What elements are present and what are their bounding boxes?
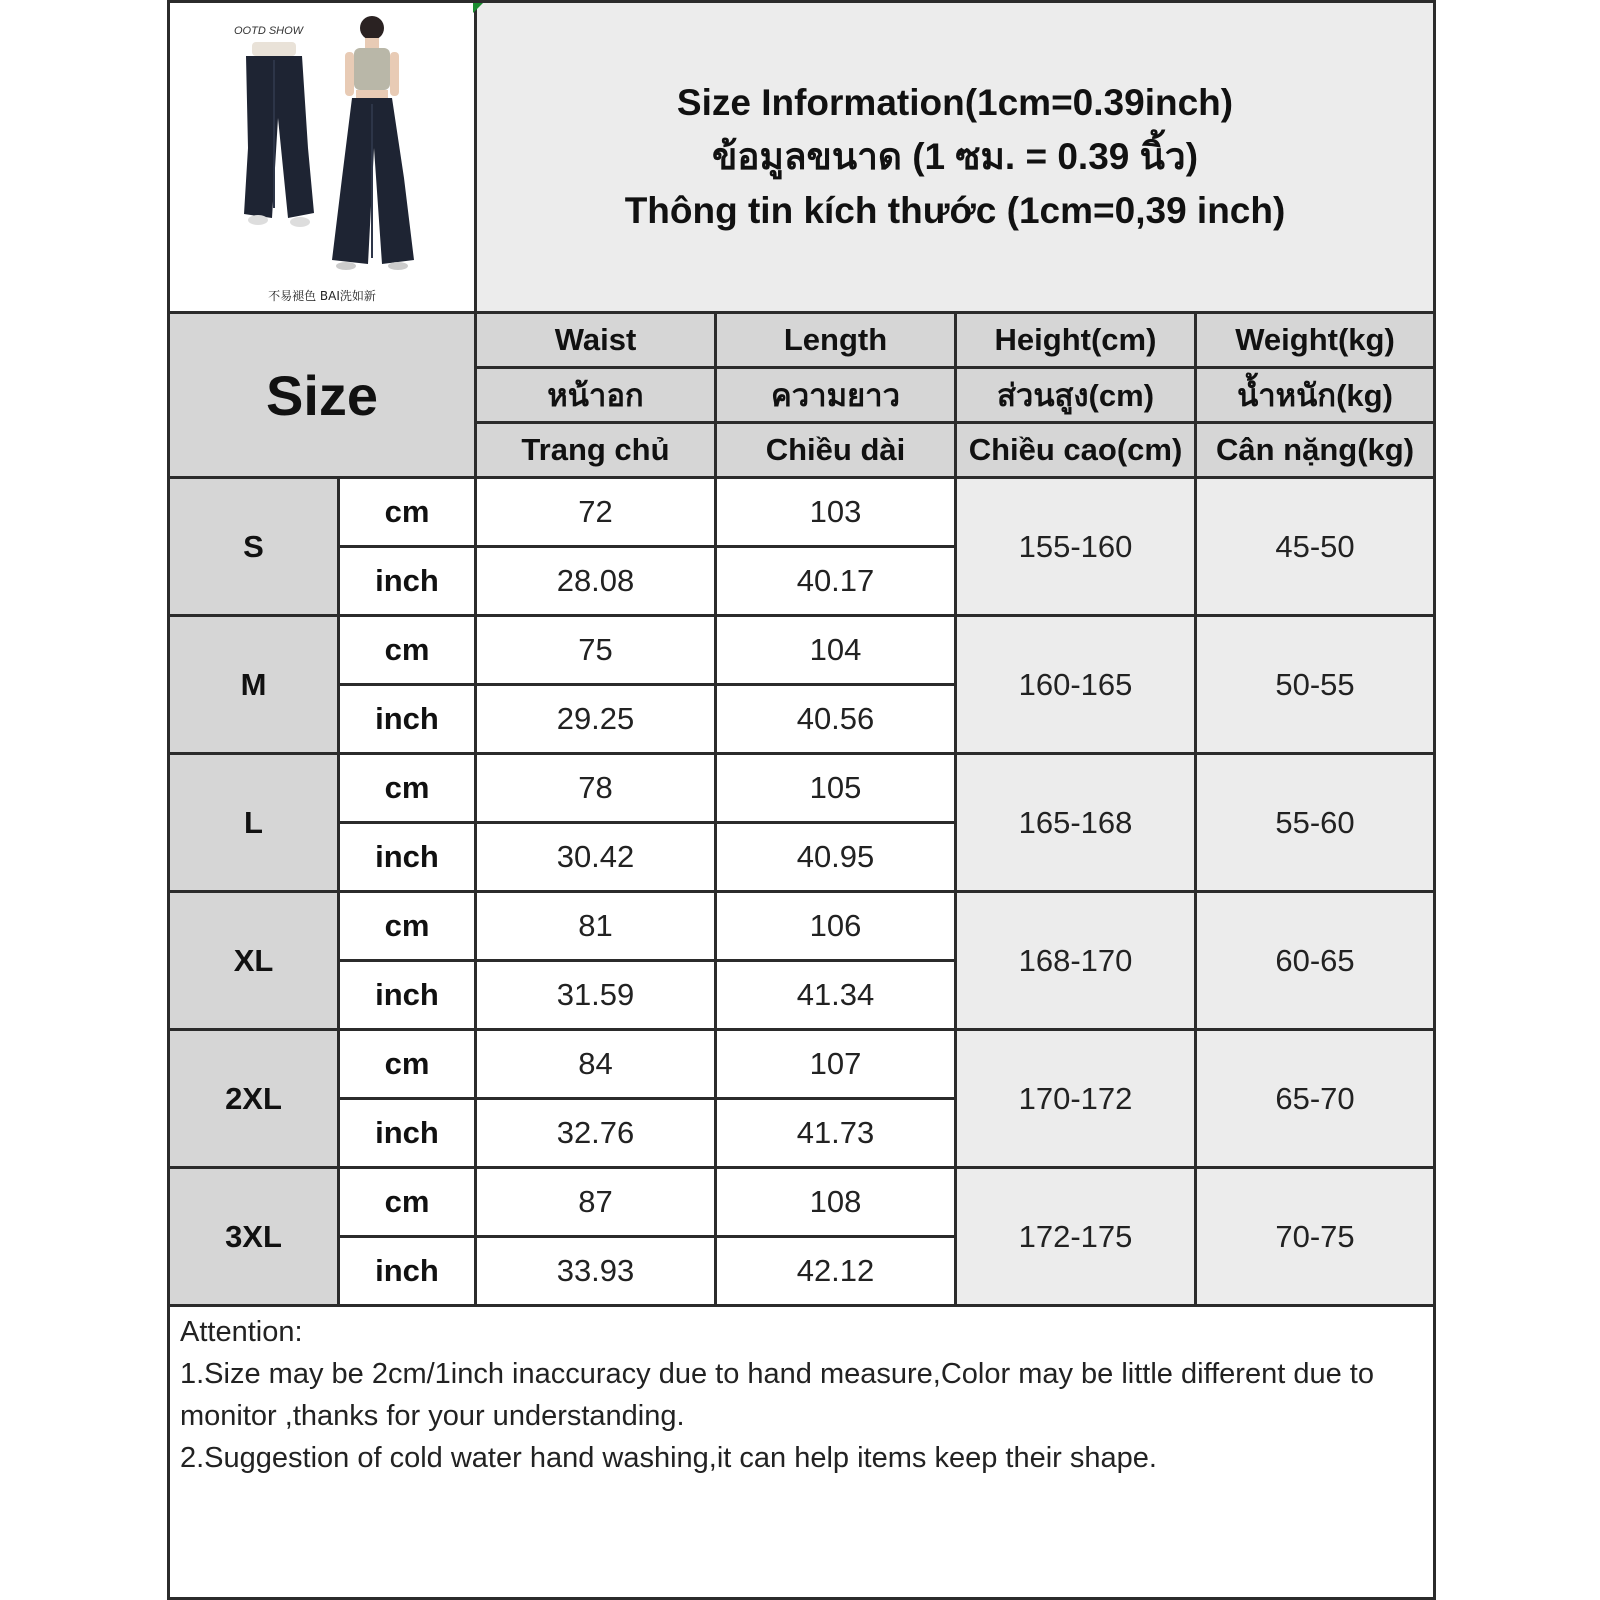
waist-inch-l: 30.42 <box>476 823 716 892</box>
length-inch-3xl: 42.12 <box>716 1237 956 1306</box>
waist-cm-m: 75 <box>476 616 716 685</box>
height-m: 160-165 <box>956 616 1196 754</box>
height-2xl: 170-172 <box>956 1030 1196 1168</box>
size-label-m: M <box>169 616 339 754</box>
title-english: Size Information(1cm=0.39inch) <box>676 82 1234 123</box>
title-cell <box>476 2 1435 313</box>
waist-inch-xl: 31.59 <box>476 961 716 1030</box>
height-xl: 168-170 <box>956 892 1196 1030</box>
length-inch-s: 40.17 <box>716 547 956 616</box>
length-inch-m: 40.56 <box>716 685 956 754</box>
jeans-models-image <box>222 8 422 306</box>
unit-inch: inch <box>339 961 476 1030</box>
size-label-2xl: 2XL <box>169 1030 339 1168</box>
weight-l: 55-60 <box>1196 754 1435 892</box>
unit-cm: cm <box>339 1168 476 1237</box>
size-label-3xl: 3XL <box>169 1168 339 1306</box>
col-header-height-en: Height(cm) <box>956 313 1196 368</box>
col-header-weight-en: Weight(kg) <box>1196 313 1435 368</box>
col-header-weight-th: น้ำหนัก(kg) <box>1196 368 1435 423</box>
col-header-length-en: Length <box>716 313 956 368</box>
size-chart-sheet <box>167 0 1433 1600</box>
unit-cm: cm <box>339 616 476 685</box>
attention-note-2: 2.Suggestion of cold water hand washing,it can help items keep their shape. <box>180 1442 1157 1474</box>
length-inch-l: 40.95 <box>716 823 956 892</box>
waist-cm-3xl: 87 <box>476 1168 716 1237</box>
waist-inch-3xl: 33.93 <box>476 1237 716 1306</box>
unit-inch: inch <box>339 1237 476 1306</box>
col-header-waist-th: หน้าอก <box>476 368 716 423</box>
col-header-length-th: ความยาว <box>716 368 956 423</box>
waist-inch-m: 29.25 <box>476 685 716 754</box>
attention-heading: Attention: <box>180 1316 303 1348</box>
length-cm-l: 105 <box>716 754 956 823</box>
cell-marker <box>473 3 483 13</box>
size-table <box>167 0 1436 1600</box>
col-header-height-vi: Chiều cao(cm) <box>956 423 1196 478</box>
weight-m: 50-55 <box>1196 616 1435 754</box>
col-header-waist-vi: Trang chủ <box>476 423 716 478</box>
length-cm-3xl: 108 <box>716 1168 956 1237</box>
col-header-weight-vi: Cân nặng(kg) <box>1196 423 1435 478</box>
weight-s: 45-50 <box>1196 478 1435 616</box>
height-3xl: 172-175 <box>956 1168 1196 1306</box>
waist-cm-l: 78 <box>476 754 716 823</box>
length-cm-2xl: 107 <box>716 1030 956 1099</box>
weight-xl: 60-65 <box>1196 892 1435 1030</box>
length-cm-xl: 106 <box>716 892 956 961</box>
col-header-height-th: ส่วนสูง(cm) <box>956 368 1196 423</box>
unit-inch: inch <box>339 1099 476 1168</box>
height-s: 155-160 <box>956 478 1196 616</box>
weight-2xl: 65-70 <box>1196 1030 1435 1168</box>
unit-inch: inch <box>339 823 476 892</box>
col-header-waist-en: Waist <box>476 313 716 368</box>
attention-note-1: 1.Size may be 2cm/1inch inaccuracy due to hand measure,Color may be little different due to monitor ,thanks for your understanding. <box>180 1358 1374 1432</box>
ootd-label: OOTD SHOW <box>234 25 304 37</box>
waist-inch-2xl: 32.76 <box>476 1099 716 1168</box>
waist-inch-s: 28.08 <box>476 547 716 616</box>
waist-cm-2xl: 84 <box>476 1030 716 1099</box>
weight-3xl: 70-75 <box>1196 1168 1435 1306</box>
size-label-l: L <box>169 754 339 892</box>
length-cm-m: 104 <box>716 616 956 685</box>
size-label-s: S <box>169 478 339 616</box>
attention-notes <box>169 1306 1435 1599</box>
unit-cm: cm <box>339 892 476 961</box>
unit-cm: cm <box>339 478 476 547</box>
col-header-length-vi: Chiều dài <box>716 423 956 478</box>
unit-inch: inch <box>339 547 476 616</box>
product-photo <box>222 8 422 306</box>
height-l: 165-168 <box>956 754 1196 892</box>
waist-cm-xl: 81 <box>476 892 716 961</box>
unit-cm: cm <box>339 1030 476 1099</box>
size-header: Size <box>169 313 476 478</box>
photo-caption: 不易褪色 BAI洗如新 <box>268 289 376 303</box>
title-vietnamese: Thông tin kích thước (1cm=0,39 inch) <box>624 190 1286 231</box>
product-photo-cell <box>169 2 476 313</box>
size-label-xl: XL <box>169 892 339 1030</box>
unit-inch: inch <box>339 685 476 754</box>
waist-cm-s: 72 <box>476 478 716 547</box>
length-inch-xl: 41.34 <box>716 961 956 1030</box>
length-inch-2xl: 41.73 <box>716 1099 956 1168</box>
length-cm-s: 103 <box>716 478 956 547</box>
unit-cm: cm <box>339 754 476 823</box>
title-thai: ข้อมูลขนาด (1 ซม. = 0.39 นิ้ว) <box>711 136 1199 177</box>
